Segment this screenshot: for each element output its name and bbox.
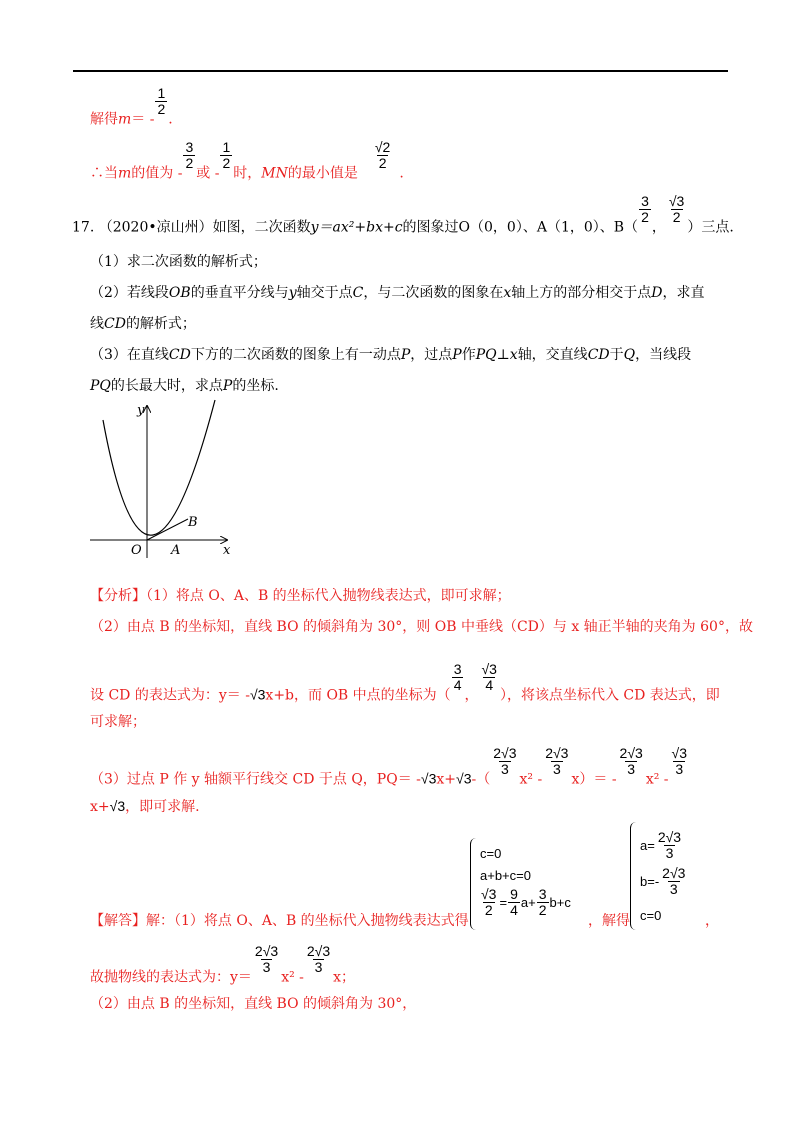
x-axis-label: x	[223, 543, 231, 558]
analysis-3: 设 CD 的表达式为：y＝ -√3x+b，而 OB 中点的坐标为（ $\frac{3}{4}$ ， $\frac{√3}{4}$ ），将该点坐标代入 CD 表达式，即	[90, 661, 720, 704]
analysis-6: x+√3，即可求解.	[90, 798, 200, 815]
point-a-label: A	[171, 543, 181, 558]
question-2-cont: 线CD的解析式；	[90, 316, 196, 332]
solution-b: b=- 2√3 3	[640, 865, 686, 897]
question-3-cont: PQ的长最大时，求点P的坐标.	[90, 378, 279, 394]
question-2: （2）若线段OB的垂直平分线与y轴交于点C，与二次函数的图象在x轴上方的部分相交于点D，求直	[90, 285, 705, 301]
system-eq-1: c=0	[480, 846, 502, 861]
y-axis-label: y	[137, 403, 145, 418]
parabola-curve	[103, 400, 215, 535]
problem-17-statement: 17. （2020•凉山州）如图，二次函数y＝ax²+bx+c的图象过O（0，0）、A（1，0）、B（ $\frac{3}{2}$ ， $\frac{√3}{2}$ ）三点.	[72, 193, 734, 236]
conclusion-line: ∴当m的值为 - $\frac{3}{2}$ 或 - $\frac{1}{2}$ 时，MN的最小值是 $\frac{√2}{2}$ .	[90, 139, 404, 182]
solution-m: 解得m＝ - $\frac{1}{2}$ .	[90, 85, 173, 128]
solution-a: a= $\frac{2√3}{3}$	[640, 829, 682, 861]
answer-solve: ，解得	[588, 913, 630, 929]
analysis-1: 【分析】（1）将点 O、A、B 的坐标代入抛物线表达式，即可求解；	[90, 588, 511, 604]
point-b-label: B	[188, 515, 198, 530]
analysis-5: （3）过点 P 作 y 轴额平行线交 CD 于点 Q，PQ＝ -√3x+√3-（ $\frac{2√3}{3}$ x² - $\frac{2√3}{3}$ x）＝ - $\frac{2√3}{3}$ x² - $\frac{√3}{3}$	[90, 745, 687, 788]
question-3: （3）在直线CD下方的二次函数的图象上有一动点P，过点P作PQ⊥x轴，交直线CD于Q，当线段	[90, 347, 692, 363]
system-brace-1	[470, 838, 477, 930]
answer-1: 【解答】解：（1）将点 O、A、B 的坐标代入抛物线表达式得	[90, 913, 469, 929]
parabola-figure	[85, 398, 245, 560]
analysis-4: 可求解；	[90, 714, 146, 730]
answer-2: 故抛物线的表达式为：y＝ $\frac{2√3}{3}$ x² - $\frac{2√3}{3}$ x；	[90, 943, 356, 986]
origin-label: O	[131, 543, 142, 558]
question-1: （1）求二次函数的解析式；	[90, 254, 267, 270]
analysis-2: （2）由点 B 的坐标知，直线 BO 的倾斜角为 30°，则 OB 中垂线（CD）与 x 轴正半轴的夹角为 60°，故	[90, 619, 753, 635]
header-rule	[73, 70, 728, 72]
segment-ob	[147, 519, 188, 540]
answer-comma: ，	[705, 913, 719, 929]
solution-c: c=0	[640, 908, 662, 923]
system-eq-3: $\frac{√3}{2}$ = $\frac{9}{4}$ a+ $\frac{3}{2}$ b+c	[481, 886, 571, 918]
system-eq-2: a+b+c=0	[480, 868, 531, 883]
system-brace-2	[630, 822, 637, 930]
answer-3: （2）由点 B 的坐标知，直线 BO 的倾斜角为 30°，	[90, 996, 417, 1012]
